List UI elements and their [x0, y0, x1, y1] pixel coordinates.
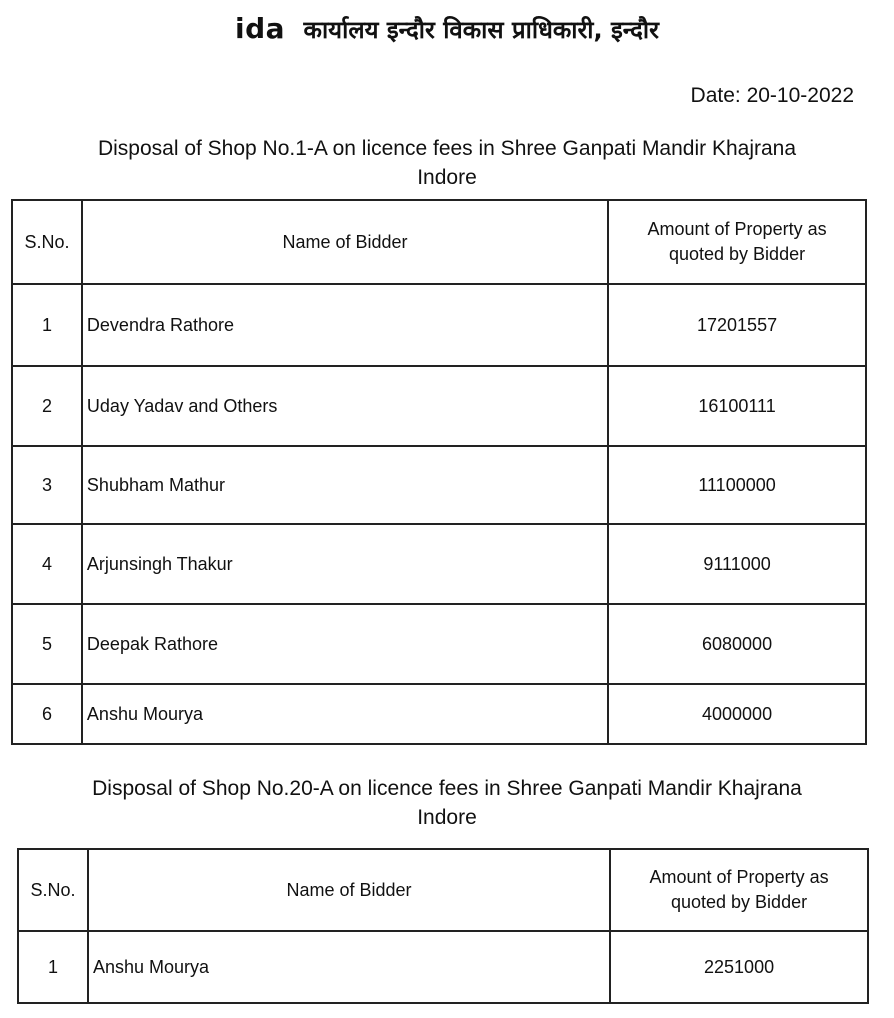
column-header-name: Name of Bidder: [82, 200, 608, 284]
table-row: [18, 931, 868, 1003]
cell-amount: 11100000: [608, 446, 866, 524]
table-row: [12, 684, 866, 744]
cell-bidder-name: Anshu Mourya: [82, 684, 608, 744]
table-row: [12, 524, 866, 604]
letterhead: [0, 12, 894, 46]
section-1-title: [0, 134, 894, 192]
cell-bidder-name: Deepak Rathore: [82, 604, 608, 684]
cell-sno: 1: [12, 284, 82, 366]
table-row: [12, 604, 866, 684]
cell-sno: 3: [12, 446, 82, 524]
section-2-title-line1: Disposal of Shop No.20-A on licence fees in Shree Ganpati Mandir Khajrana: [92, 777, 802, 800]
column-header-amount: Amount of Property as quoted by Bidder: [610, 849, 868, 931]
section-2-title: [0, 774, 894, 832]
cell-amount: 17201557: [608, 284, 866, 366]
cell-sno: 4: [12, 524, 82, 604]
column-header-name: Name of Bidder: [88, 849, 610, 931]
cell-amount: 6080000: [608, 604, 866, 684]
table-row: [12, 284, 866, 366]
cell-sno: 6: [12, 684, 82, 744]
bids-table-shop-20a: [17, 848, 869, 1004]
bids-table-shop-1a: [11, 199, 867, 745]
section-2-title-line2: Indore: [417, 806, 477, 829]
table-header-row: [12, 200, 866, 284]
ida-logo: ida: [235, 12, 286, 45]
cell-bidder-name: Uday Yadav and Others: [82, 366, 608, 446]
cell-amount: 16100111: [608, 366, 866, 446]
section-1-title-line1: Disposal of Shop No.1-A on licence fees in Shree Ganpati Mandir Khajrana: [97, 137, 797, 160]
cell-amount: 9111000: [608, 524, 866, 604]
cell-sno: 2: [12, 366, 82, 446]
section-1-title-line2: Indore: [417, 166, 477, 189]
cell-sno: 1: [18, 931, 88, 1003]
cell-bidder-name: Devendra Rathore: [82, 284, 608, 366]
column-header-amount: Amount of Property as quoted by Bidder: [608, 200, 866, 284]
office-name: कार्यालय इन्दौर विकास प्राधिकारी, इन्दौर: [303, 16, 659, 44]
column-header-sno: S.No.: [12, 200, 82, 284]
table-row: [12, 446, 866, 524]
cell-bidder-name: Arjunsingh Thakur: [82, 524, 608, 604]
column-header-sno: S.No.: [18, 849, 88, 931]
cell-amount: 2251000: [610, 931, 868, 1003]
cell-bidder-name: Anshu Mourya: [88, 931, 610, 1003]
cell-sno: 5: [12, 604, 82, 684]
cell-amount: 4000000: [608, 684, 866, 744]
document-date: Date: 20-10-2022: [690, 84, 854, 107]
table-row: [12, 366, 866, 446]
table-header-row: [18, 849, 868, 931]
cell-bidder-name: Shubham Mathur: [82, 446, 608, 524]
